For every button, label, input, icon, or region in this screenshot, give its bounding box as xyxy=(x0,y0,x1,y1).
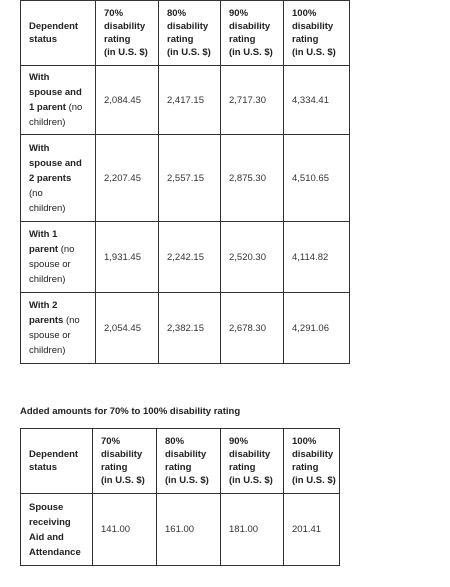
value-80: 2,242.15 xyxy=(159,222,221,293)
value-90: 181.00 xyxy=(221,494,284,566)
table-row xyxy=(21,135,350,222)
header-80: 80% disability rating (in U.S. $) xyxy=(157,429,221,494)
table-row xyxy=(21,293,350,364)
header-90: 90% disability rating (in U.S. $) xyxy=(221,429,284,494)
value-100: 4,114.82 xyxy=(284,222,350,293)
row-label: With spouse and 1 parent (no children) xyxy=(21,66,96,135)
table-row xyxy=(21,494,340,566)
value-70: 1,931.45 xyxy=(96,222,159,293)
row-label: With spouse and 2 parents (no children) xyxy=(21,135,96,222)
added-amounts-table xyxy=(20,428,340,566)
value-100: 4,291.06 xyxy=(284,293,350,364)
header-dependent-status: Dependent status xyxy=(21,1,96,66)
value-90: 2,678.30 xyxy=(221,293,284,364)
table-row xyxy=(21,222,350,293)
header-100: 100% disability rating (in U.S. $) xyxy=(284,429,340,494)
header-dependent-status: Dependent status xyxy=(21,429,93,494)
value-100: 4,510.65 xyxy=(284,135,350,222)
value-70: 2,207.45 xyxy=(96,135,159,222)
value-100: 201.41 xyxy=(284,494,340,566)
value-80: 161.00 xyxy=(157,494,221,566)
value-70: 2,054.45 xyxy=(96,293,159,364)
row-label: With 1 parent (no spouse or children) xyxy=(21,222,96,293)
table-header-row xyxy=(21,429,340,494)
value-90: 2,875.30 xyxy=(221,135,284,222)
table-header-row xyxy=(21,1,350,66)
value-80: 2,382.15 xyxy=(159,293,221,364)
value-80: 2,417.15 xyxy=(159,66,221,135)
header-90: 90% disability rating (in U.S. $) xyxy=(221,1,284,66)
header-80: 80% disability rating (in U.S. $) xyxy=(159,1,221,66)
value-90: 2,717.30 xyxy=(221,66,284,135)
row-label: With 2 parents (no spouse or children) xyxy=(21,293,96,364)
row-label: Spouse receiving Aid and Attendance xyxy=(21,494,93,566)
value-70: 141.00 xyxy=(93,494,157,566)
value-70: 2,084.45 xyxy=(96,66,159,135)
value-100: 4,334.41 xyxy=(284,66,350,135)
header-70: 70% disability rating (in U.S. $) xyxy=(93,429,157,494)
value-80: 2,557.15 xyxy=(159,135,221,222)
table-row xyxy=(21,66,350,135)
value-90: 2,520.30 xyxy=(221,222,284,293)
added-amounts-caption: Added amounts for 70% to 100% disability rating xyxy=(20,406,241,417)
header-70: 70% disability rating (in U.S. $) xyxy=(96,1,159,66)
disability-rates-table xyxy=(20,0,350,364)
header-100: 100% disability rating (in U.S. $) xyxy=(284,1,350,66)
